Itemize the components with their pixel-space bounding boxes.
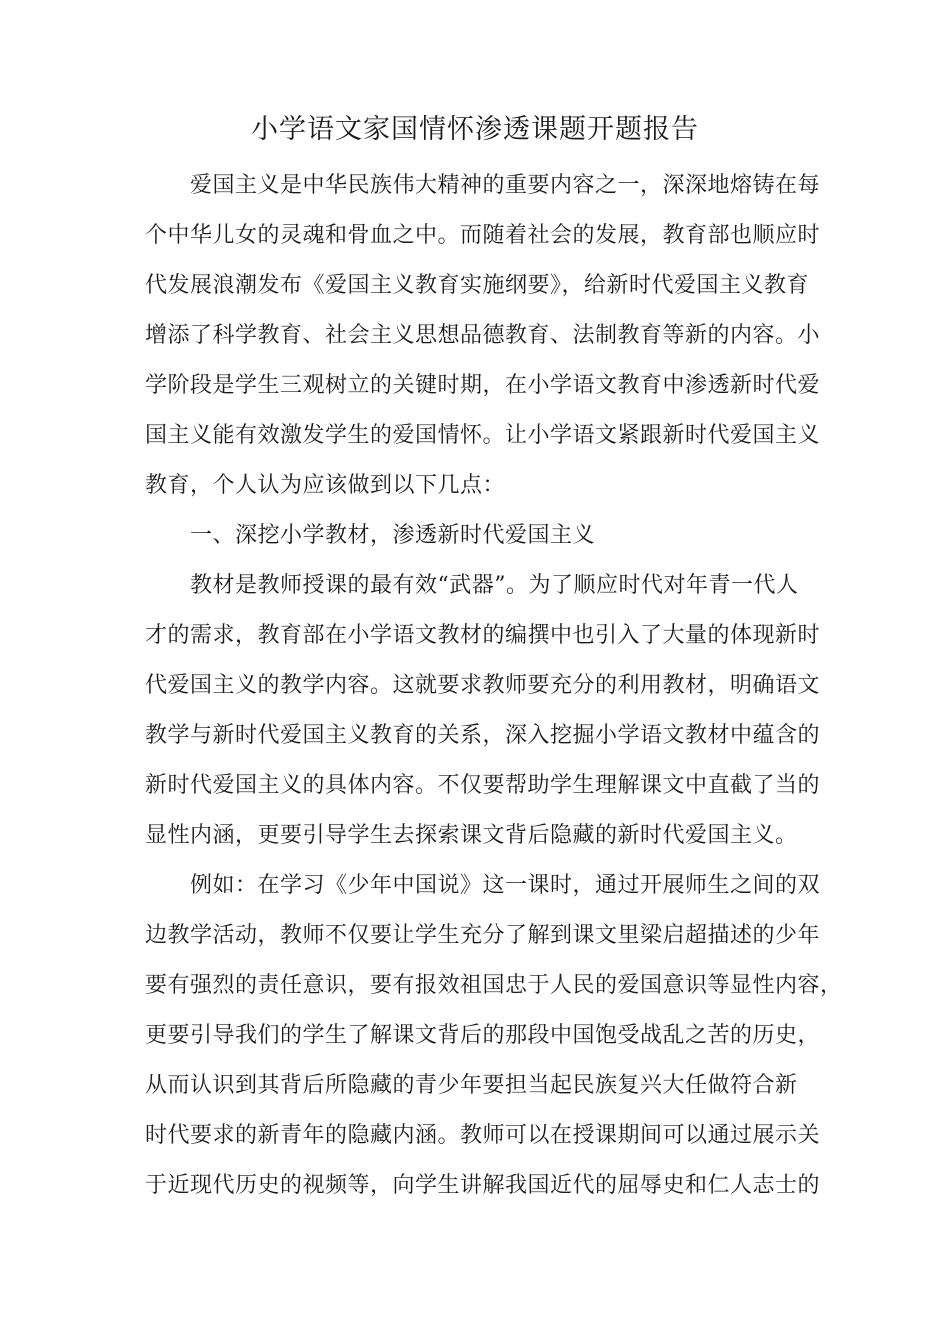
paragraph-line: 例如：在学习《少年中国说》这一课时，通过开展师生之间的双 [190, 873, 821, 898]
paragraph-line: 教育，个人认为应该做到以下几点： [145, 473, 506, 498]
paragraph-line: 代爱国主义的教学内容。这就要求教师要充分的利用教材，明确语文 [145, 673, 821, 698]
paragraph-line: 显性内涵，更要引导学生去探索课文背后隐藏的新时代爱国主义。 [145, 823, 798, 848]
paragraph-line: 学阶段是学生三观树立的关键时期，在小学语文教育中渗透新时代爱 [145, 373, 821, 398]
paragraph-line: 时代要求的新青年的隐藏内涵。教师可以在授课期间可以通过展示关 [145, 1123, 821, 1148]
paragraph-line: 新时代爱国主义的具体内容。不仅要帮助学生理解课文中直截了当的 [145, 773, 821, 798]
section-heading: 一、深挖小学教材，渗透新时代爱国主义 [190, 523, 596, 548]
paragraph-line: 教学与新时代爱国主义教育的关系，深入挖掘小学语文教材中蕴含的 [145, 723, 821, 748]
document-title: 小学语文家国情怀渗透课题开题报告 [251, 114, 699, 145]
paragraph-line: 增添了科学教育、社会主义思想品德教育、法制教育等新的内容。小 [145, 323, 821, 348]
paragraph-line: 代发展浪潮发布《爱国主义教育实施纲要》，给新时代爱国主义教育 [145, 273, 810, 298]
paragraph-line: 更要引导我们的学生了解课文背后的那段中国饱受战乱之苦的历史， [145, 1023, 821, 1048]
paragraph-line: 边教学活动，教师不仅要让学生充分了解到课文里梁启超描述的少年 [145, 923, 821, 948]
paragraph-line: 才的需求，教育部在小学语文教材的编撰中也引入了大量的体现新时 [145, 623, 821, 648]
paragraph-line: 要有强烈的责任意识，要有报效祖国忠于人民的爱国意识等显性内容， [145, 973, 843, 998]
paragraph-line: 从而认识到其背后所隐藏的青少年要担当起民族复兴大任做符合新 [145, 1073, 798, 1098]
paragraph-line: 于近现代历史的视频等，向学生讲解我国近代的屈辱史和仁人志士的 [145, 1173, 821, 1198]
paragraph-line: 教材是教师授课的最有效“武器”。为了顺应时代对年青一代人 [190, 573, 799, 598]
paragraph-line: 个中华儿女的灵魂和骨血之中。而随着社会的发展，教育部也顺应时 [145, 223, 821, 248]
paragraph-line: 国主义能有效激发学生的爱国情怀。让小学语文紧跟新时代爱国主义 [145, 423, 821, 448]
paragraph-line: 爱国主义是中华民族伟大精神的重要内容之一，深深地熔铸在每 [190, 173, 821, 198]
